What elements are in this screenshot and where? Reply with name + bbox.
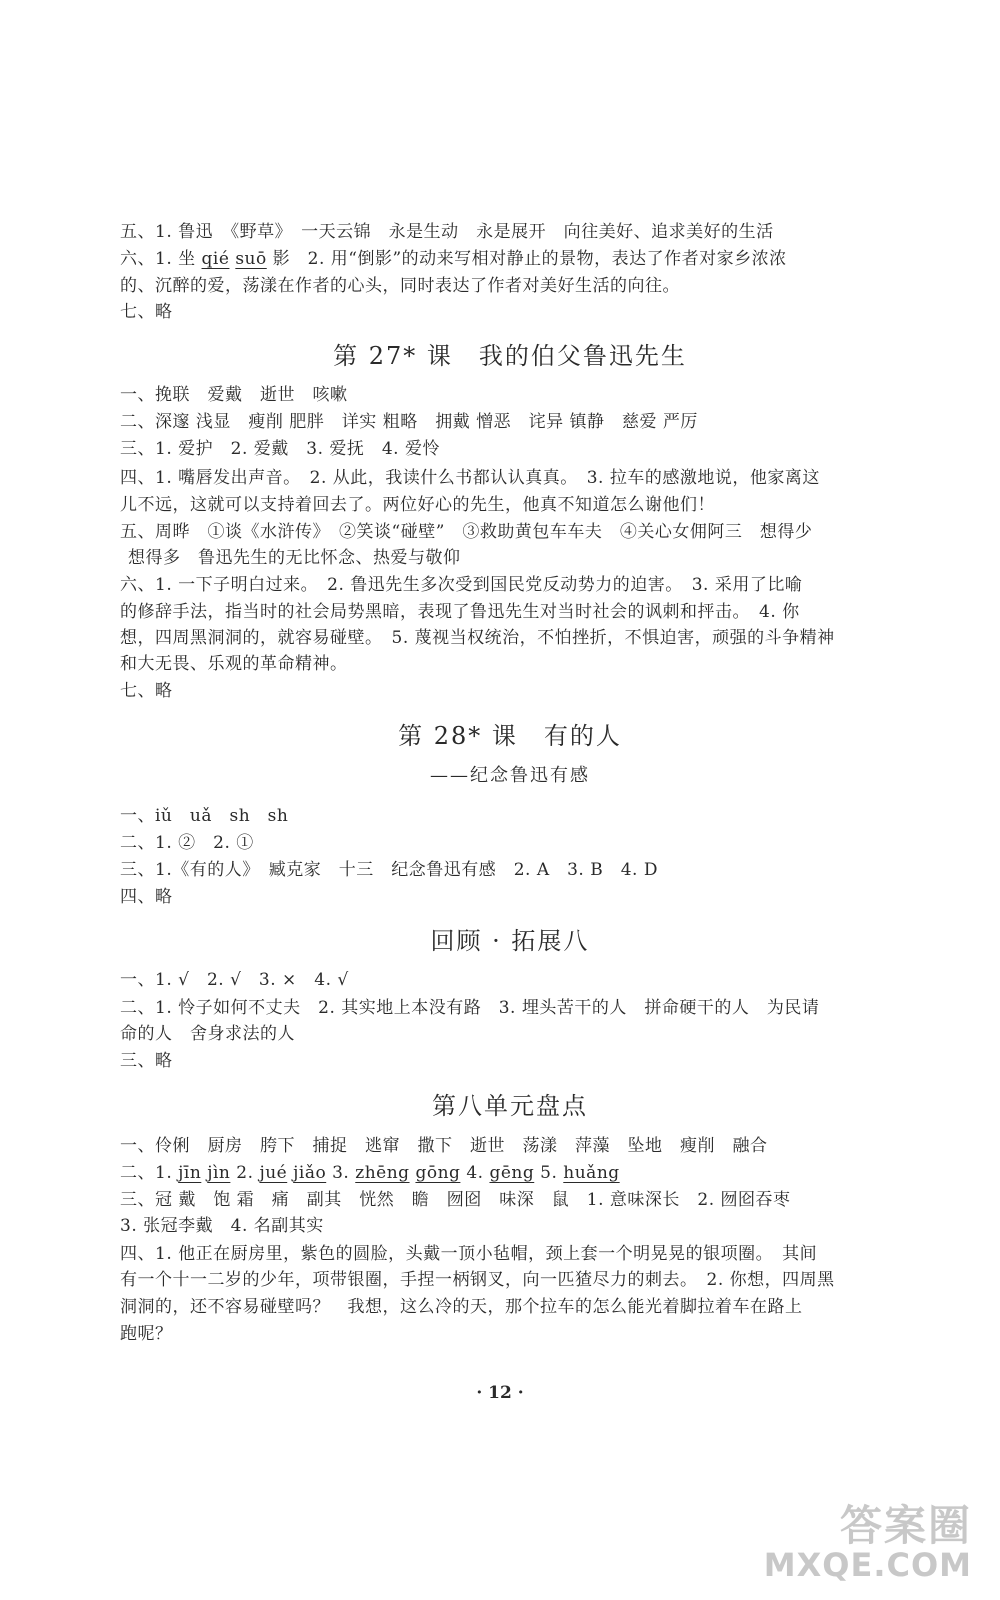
answer-line: 的修辞手法，指当时的社会局势黑暗，表现了鲁迅先生对当时社会的讽刺和抨击。 4. 你 — [120, 602, 800, 622]
answer-line: 二、深邃 浅显 瘦削 肥胖 详实 粗略 拥戴 憎恶 诧异 镇静 慈爱 严厉 — [120, 412, 698, 432]
lesson-28-title: 第 28* 课 有的人 — [398, 722, 622, 750]
answer-line: 四、略 — [120, 887, 173, 907]
answer-text: 2. — [236, 1163, 254, 1183]
answer-text: 二、1. — [120, 1163, 173, 1183]
answer-line: 三、冠 戴 饱 霜 痛 副其 恍然 瞻 囫囵 味深 鼠 1. 意味深长 2. 囫囵吞枣 — [120, 1190, 791, 1210]
answer-line: 四、1. 嘴唇发出声音。 2. 从此，我读什么书都认认真真。 3. 拉车的感激地说，他家离这 — [120, 468, 820, 488]
lesson-28-subtitle: ——纪念鲁迅有感 — [430, 765, 590, 786]
answer-line: 和大无畏、乐观的革命精神。 — [120, 654, 348, 674]
unit-8-title: 第八单元盘点 — [432, 1092, 588, 1120]
pinyin-answer: zhēng — [355, 1163, 410, 1183]
pinyin-answer: gōng — [415, 1163, 461, 1183]
pinyin-answer: qié — [201, 249, 230, 269]
answer-line: 三、略 — [120, 1051, 173, 1071]
pinyin-answer: huǎng — [563, 1163, 620, 1183]
answer-line: 想得多 鲁迅先生的无比怀念、热爱与敬仰 — [128, 548, 461, 568]
pinyin-answer: jiǎo — [293, 1163, 327, 1183]
answer-line: 二、1. 怜子如何不丈夫 2. 其实地上本没有路 3. 埋头苦干的人 拼命硬干的人 为民请 — [120, 998, 820, 1018]
answer-line: 五、1. 鲁迅 《野草》 一天云锦 永是生动 永是展开 向往美好、追求美好的生活 — [120, 222, 774, 242]
answer-line: 跑呢？ — [120, 1324, 173, 1344]
pinyin-answer: jué — [259, 1163, 288, 1183]
answer-line: 有一个十一二岁的少年，项带银圈，手捏一柄钢叉，向一匹猹尽力的刺去。 2. 你想，四周黑 — [120, 1270, 835, 1290]
pinyin-answer: gēng — [489, 1163, 535, 1183]
answer-line: 儿不远，这就可以支持着回去了。两位好心的先生，他真不知道怎么谢他们！ — [120, 495, 715, 515]
answer-text: 4. — [466, 1163, 484, 1183]
answer-line: 三、1. 爱护 2. 爱戴 3. 爱抚 4. 爱怜 — [120, 439, 440, 459]
pinyin-answer: jīn — [178, 1163, 202, 1183]
answer-line: 二、1. ② 2. ① — [120, 833, 254, 853]
watermark-logo: 答案圈 — [839, 1501, 972, 1550]
answer-line — [120, 1161, 900, 1185]
pinyin-answer: suō — [235, 249, 267, 269]
watermark — [763, 1501, 972, 1584]
answer-line: 五、周晔 ①谈《水浒传》 ②笑谈“碰壁” ③救助黄包车车夫 ④关心女佣阿三 想得少 — [120, 522, 813, 542]
answer-text: 5. — [540, 1163, 558, 1183]
answer-text: 影 2. 用“倒影”的动来写相对静止的景物，表达了作者对家乡浓浓 — [272, 249, 787, 269]
answer-line: 七、略 — [120, 302, 173, 322]
answer-line: 3. 张冠李戴 4. 名副其实 — [120, 1216, 324, 1236]
answer-line — [120, 247, 900, 271]
answer-line: 四、1. 他正在厨房里，紫色的圆脸，头戴一顶小毡帽，颈上套一个明晃晃的银项圈。 其间 — [120, 1244, 818, 1264]
answer-line: 三、1.《有的人》 臧克家 十三 纪念鲁迅有感 2. A 3. B 4. D — [120, 860, 658, 880]
answer-line: 一、挽联 爱戴 逝世 咳嗽 — [120, 385, 348, 405]
lesson-27-title: 第 27* 课 我的伯父鲁迅先生 — [333, 342, 687, 370]
answer-text: 六、1. 坐 — [120, 249, 196, 269]
answer-line: 一、1. √ 2. √ 3. × 4. √ — [120, 970, 349, 990]
answer-line: 命的人 舍身求法的人 — [120, 1024, 295, 1044]
answer-line: 七、略 — [120, 681, 173, 701]
answer-line: 想，四周黑洞洞的，就容易碰壁。 5. 蔑视当权统治，不怕挫折，不惧迫害，顽强的斗争精神 — [120, 628, 835, 648]
answer-line: 一、iǔ uǎ sh sh — [120, 806, 289, 826]
answer-line: 一、伶俐 厨房 胯下 捕捉 逃窜 撒下 逝世 荡漾 萍藻 坠地 瘦削 融合 — [120, 1136, 768, 1156]
answer-text: 3. — [332, 1163, 350, 1183]
answer-line: 六、1. 一下子明白过来。 2. 鲁迅先生多次受到国民党反动势力的迫害。 3. 采用了比喻 — [120, 575, 803, 595]
watermark-url: MXQE.COM — [763, 1546, 972, 1584]
answer-line: 的、沉醉的爱，荡漾在作者的心头，同时表达了作者对美好生活的向往。 — [120, 276, 680, 296]
answer-line: 洞洞的，还不容易碰壁吗？ 我想，这么冷的天，那个拉车的怎么能光着脚拉着车在路上 — [120, 1297, 803, 1317]
pinyin-answer: jìn — [207, 1163, 231, 1183]
review-8-title: 回顾 · 拓展八 — [430, 927, 590, 955]
page-number: · 12 · — [476, 1383, 524, 1403]
